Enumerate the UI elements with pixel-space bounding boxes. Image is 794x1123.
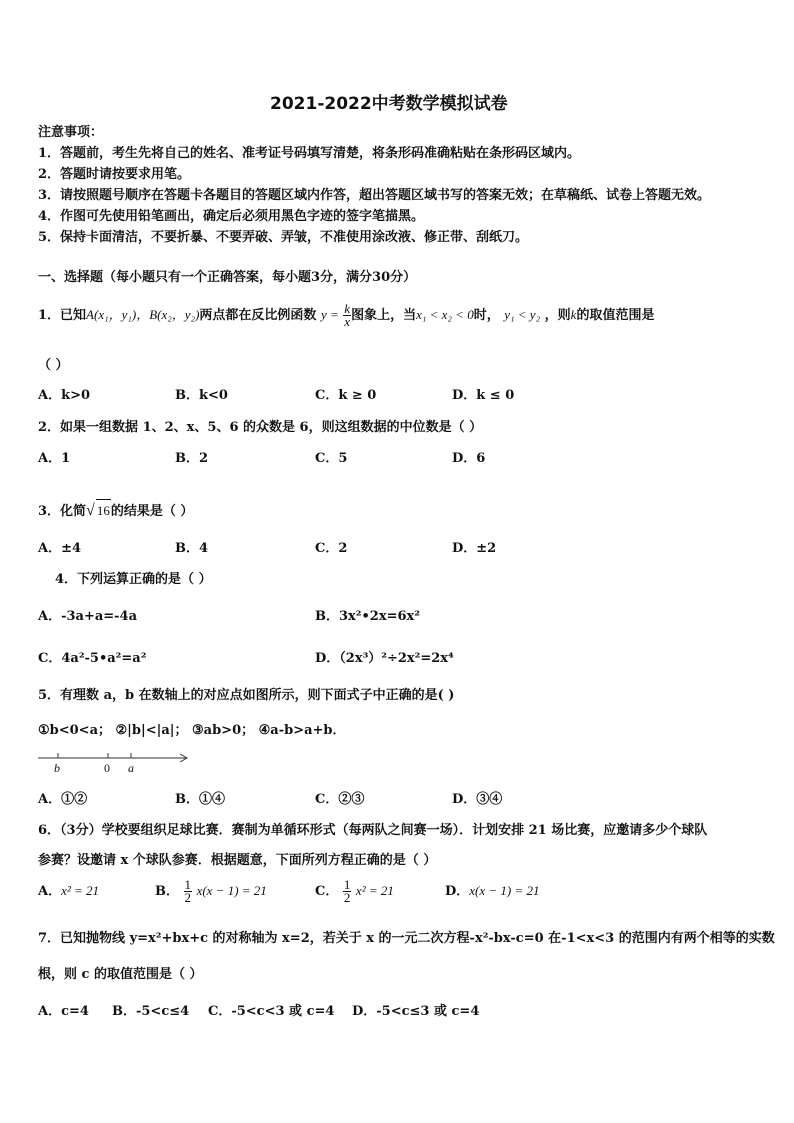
question-2: 2．如果一组数据 1、2、x、5、6 的众数是 6，则这组数据的中位数是（ ）: [38, 420, 483, 435]
q1-option-a: A．k>0: [38, 388, 91, 403]
q1-k: k: [570, 307, 577, 322]
note-item-2: 2．答题时请按要求用笔。: [38, 167, 191, 182]
question-7-line1: 7．已知抛物线 y=x²+bx+c 的对称轴为 x=2，若关于 x 的一元二次方程-x²-bx-c=0 在-1<x<3 的范围内有两个相等的实数: [38, 931, 775, 946]
q1-option-b: B．k<0: [175, 388, 228, 403]
note-item-3: 3．请按照题号顺序在答题卡各题目的答题区域内作答，超出答题区域书写的答案无效；在草稿纸、试卷上答题无效。: [38, 188, 711, 203]
q6-option-c-fraction: [343, 879, 352, 904]
q6-option-b-label: B．: [155, 884, 179, 899]
q7-option-d: D．-5<c≤3 或 c=4: [352, 1004, 480, 1019]
q5-option-a: A．①②: [38, 792, 88, 807]
note-item-5: 5．保持卡面清洁，不要折暴、不要弄破、弄皱，不准使用涂改液、修正带、刮纸刀。: [38, 230, 529, 245]
q1-mid3: 时，: [473, 308, 500, 323]
page-title: 2021-2022中考数学模拟试卷: [270, 94, 508, 114]
q2-option-d: D．6: [452, 451, 486, 466]
q3-suffix: 的结果是（ ）: [110, 504, 194, 519]
question-3: [38, 499, 193, 523]
q6-option-b: [155, 876, 267, 907]
q6-option-c-label: C．: [315, 884, 339, 899]
note-item-1: 1．答题前，考生先将自己的姓名、准考证号码填写清楚，将条形码准确粘贴在条形码区域内。: [38, 146, 581, 161]
q5-option-c: C．②③: [315, 792, 365, 807]
axis-label-b: b: [54, 761, 60, 775]
q1-frac-den: x: [344, 314, 351, 329]
question-5: 5．有理数 a，b 在数轴上的对应点如图所示，则下面式子中正确的是( ): [38, 688, 455, 703]
q4-option-a: A．-3a+a=-4a: [38, 609, 138, 624]
question-1: [38, 300, 654, 331]
question-4: 4．下列运算正确的是（ ）: [55, 572, 212, 587]
q3-prefix: 3．化简: [38, 504, 87, 519]
q4-option-b: B．3x²•2x=6x²: [315, 609, 420, 624]
q6-option-d-eq: x(x − 1) = 21: [469, 883, 540, 898]
q6-option-b-eq: x(x − 1) = 21: [196, 883, 267, 898]
q4-option-d: D．（2x³）²÷2x²=2x⁴: [315, 651, 454, 666]
q3-option-a: A．±4: [38, 541, 82, 556]
q1-points: A(x₁，y₁)，B(x₂，y₂): [86, 307, 200, 322]
q1-mid: 两点都在反比例函数: [199, 308, 317, 323]
axis-label-a: a: [128, 761, 134, 775]
sqrt-sign: √: [86, 502, 95, 519]
q3-option-b: B．4: [175, 541, 209, 556]
q4-option-c: C．4a²-5•a²=a²: [38, 651, 147, 666]
q6-b-frac-den: 2: [184, 890, 192, 905]
q1-prefix: 1．已知: [38, 308, 87, 323]
q7-option-b: B．-5<c≤4: [112, 1004, 190, 1019]
q5-option-d: D．③④: [452, 792, 503, 807]
notes-heading: 注意事项：: [38, 125, 104, 140]
q3-option-d: D．±2: [452, 541, 497, 556]
q6-c-frac-num: 1: [343, 877, 351, 892]
q2-option-c: C．5: [315, 451, 348, 466]
q6-option-b-fraction: [184, 879, 193, 904]
q6-c-frac-den: 2: [343, 890, 351, 905]
q1-fraction: [343, 303, 351, 328]
q6-option-a-eq: x² = 21: [61, 883, 100, 898]
question-6-line1: 6．（3分）学校要组织足球比赛．赛制为单循环形式（每两队之间赛一场）．计划安排 21 场比赛，应邀请多少个球队: [38, 823, 708, 838]
q1-cond1: x₁ < x₂ < 0: [416, 307, 474, 322]
q3-radicand: 16: [96, 499, 111, 522]
q1-cond2: y₁ < y₂: [504, 307, 541, 322]
q7-option-c: C．-5<c<3 或 c=4: [208, 1004, 335, 1019]
q1-option-d: D．k ≤ 0: [452, 388, 515, 403]
question-6-line2: 参赛？设邀请 x 个球队参赛．根据题意，下面所列方程正确的是（ ）: [38, 853, 437, 868]
question-7-line2: 根，则 c 的取值范围是（ ）: [38, 967, 203, 982]
q5-statements: ①b<0<a； ②|b|<|a|； ③ab>0； ④a-b>a+b．: [38, 723, 346, 738]
q2-option-b: B．2: [175, 451, 209, 466]
q1-frac-num: k: [344, 301, 351, 316]
q1-paren: （ ）: [38, 358, 69, 373]
q3-option-c: C．2: [315, 541, 348, 556]
q6-b-frac-num: 1: [184, 877, 192, 892]
note-item-4: 4．作图可先使用铅笔画出，确定后必须用黑色字迹的签字笔描黑。: [38, 209, 425, 224]
q1-suffix2: 的取值范围是: [576, 308, 655, 323]
q6-option-a: [38, 876, 99, 907]
axis-label-0: 0: [104, 761, 110, 775]
q1-suffix: ，则: [544, 308, 571, 323]
q1-y-eq: y =: [320, 307, 339, 322]
q6-option-c-eq: x² = 21: [355, 883, 394, 898]
q6-option-a-label: A．: [38, 884, 62, 899]
q6-option-c: [315, 876, 394, 907]
q6-option-d: [445, 876, 540, 907]
q1-option-c: C．k ≥ 0: [315, 388, 377, 403]
q7-option-a: A．c=4: [38, 1004, 89, 1019]
q2-option-a: A．1: [38, 451, 71, 466]
q5-option-b: B．①④: [175, 792, 225, 807]
section-heading: 一、选择题（每小题只有一个正确答案，每小题3分，满分30分）: [38, 270, 417, 285]
q1-mid2: 图象上，当: [351, 308, 417, 323]
q6-option-d-label: D．: [445, 884, 470, 899]
